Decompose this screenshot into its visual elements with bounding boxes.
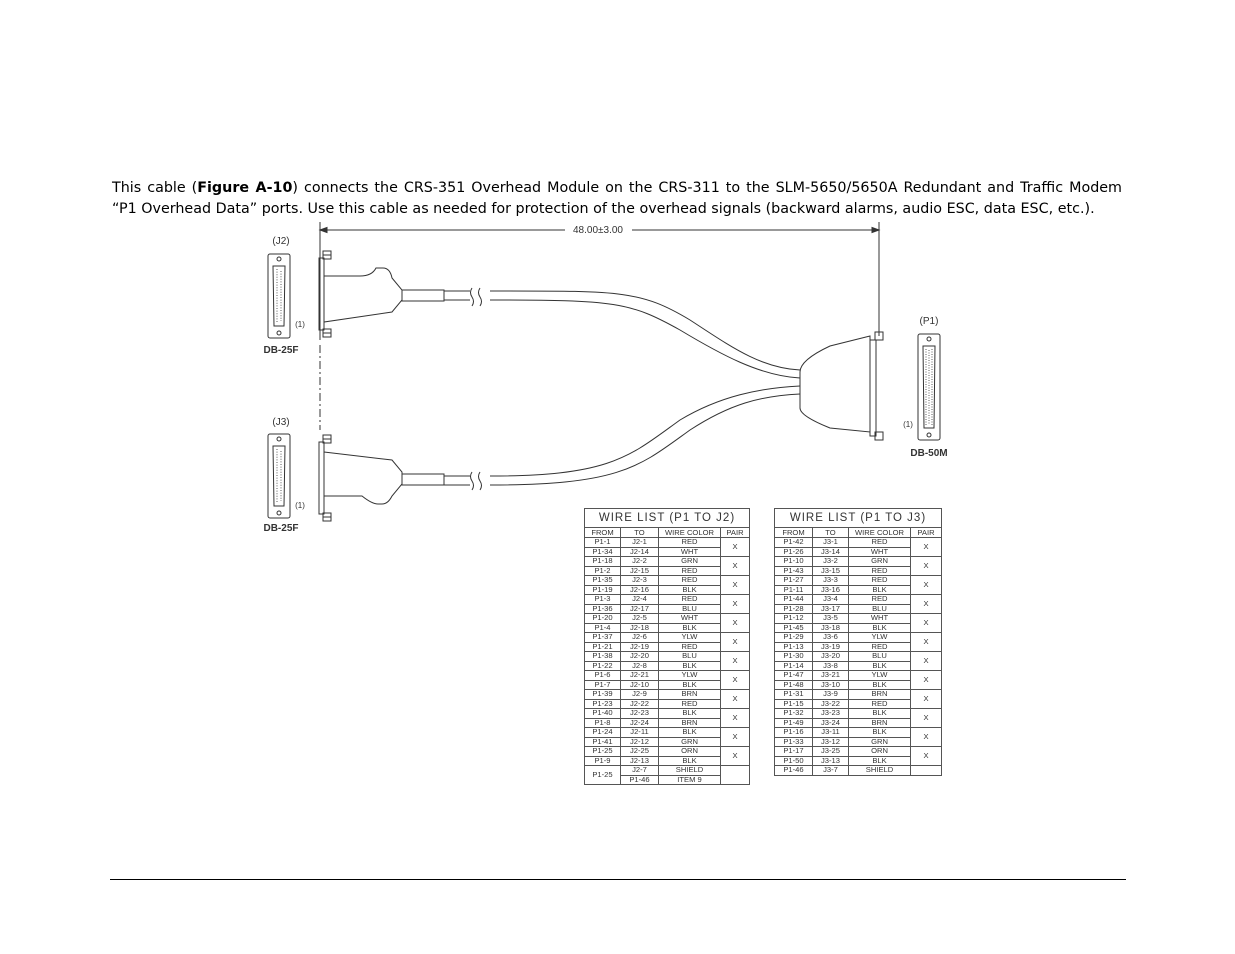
table-row bbox=[585, 614, 750, 624]
pair-cell: X bbox=[721, 595, 750, 614]
pair-cell: X bbox=[911, 690, 942, 709]
cable-j2-leg bbox=[444, 288, 800, 378]
pair-cell: X bbox=[911, 538, 942, 557]
to-cell: J3-18 bbox=[813, 623, 849, 633]
to-cell: J3-24 bbox=[813, 718, 849, 728]
to-cell: J2-6 bbox=[621, 633, 659, 643]
pair-cell: X bbox=[911, 633, 942, 652]
to-cell: J3-14 bbox=[813, 547, 849, 557]
table-row bbox=[775, 557, 942, 567]
header-wire-color: WIRE COLOR bbox=[849, 528, 911, 538]
to-cell: J3-12 bbox=[813, 737, 849, 747]
from-cell: P1-27 bbox=[775, 576, 813, 586]
to-cell: J3-19 bbox=[813, 642, 849, 652]
wire-color-cell: ORN bbox=[849, 747, 911, 757]
from-cell: P1-2 bbox=[585, 566, 621, 576]
from-cell: P1-14 bbox=[775, 661, 813, 671]
header-to: TO bbox=[621, 528, 659, 538]
to-cell: J2-4 bbox=[621, 595, 659, 605]
from-cell: P1-23 bbox=[585, 699, 621, 709]
to-cell: J2-2 bbox=[621, 557, 659, 567]
table-row bbox=[775, 671, 942, 681]
wire-color-cell: WHT bbox=[849, 614, 911, 624]
pair-cell: X bbox=[911, 709, 942, 728]
pair-cell: X bbox=[721, 652, 750, 671]
to-cell: J2-10 bbox=[621, 680, 659, 690]
wire-color-cell: SHIELD bbox=[659, 766, 721, 776]
to-cell: J2-23 bbox=[621, 709, 659, 719]
to-cell: J2-20 bbox=[621, 652, 659, 662]
j2-backshell bbox=[319, 251, 444, 337]
table-row bbox=[585, 709, 750, 719]
figure-reference: Figure A-10 bbox=[197, 180, 293, 197]
wire-color-cell: BLK bbox=[849, 680, 911, 690]
wire-list-j2-title: WIRE LIST (P1 TO J2) bbox=[585, 509, 750, 528]
from-cell: P1-49 bbox=[775, 718, 813, 728]
header-wire-color: WIRE COLOR bbox=[659, 528, 721, 538]
to-cell: J2-7 bbox=[621, 766, 659, 776]
table-row bbox=[775, 633, 942, 643]
from-cell: P1-32 bbox=[775, 709, 813, 719]
wire-color-cell: BLK bbox=[659, 709, 721, 719]
from-cell: P1-12 bbox=[775, 614, 813, 624]
wire-color-cell: BLK bbox=[849, 585, 911, 595]
wire-color-cell: BLK bbox=[659, 728, 721, 738]
pair-cell: X bbox=[721, 614, 750, 633]
table-row bbox=[585, 671, 750, 681]
from-cell: P1-34 bbox=[585, 547, 621, 557]
wire-color-cell: BLK bbox=[849, 709, 911, 719]
wire-color-cell: ITEM 9 bbox=[659, 775, 721, 785]
wire-color-cell: BLK bbox=[659, 623, 721, 633]
cable-j3-leg bbox=[444, 386, 800, 490]
j3-type-label: DB-25F bbox=[263, 523, 299, 534]
j3-face-connector bbox=[268, 434, 290, 518]
to-cell: J3-7 bbox=[813, 766, 849, 776]
wire-color-cell: BLK bbox=[849, 623, 911, 633]
table-row bbox=[585, 633, 750, 643]
wire-color-cell: BRN bbox=[849, 690, 911, 700]
wire-list-p1-to-j2 bbox=[584, 508, 750, 785]
wire-color-cell: YLW bbox=[849, 671, 911, 681]
j3-pin-label: (1) bbox=[295, 501, 305, 510]
to-cell: J3-4 bbox=[813, 595, 849, 605]
intro-text-post: ) connects the CRS-351 Overhead Module on the CRS-311 to the SLM-5650/5650A Redundant and Traffic Modem “P1 Overhead Data” ports. Use this cable as needed for protection of the overhead signals (backward alarms, audio ESC, data ESC, etc.). bbox=[112, 180, 1122, 218]
pair-cell: X bbox=[911, 747, 942, 766]
to-cell: J3-2 bbox=[813, 557, 849, 567]
p1-type-label: DB-50M bbox=[910, 448, 948, 459]
to-cell: J2-22 bbox=[621, 699, 659, 709]
to-cell: J3-16 bbox=[813, 585, 849, 595]
wire-color-cell: BLK bbox=[659, 661, 721, 671]
from-cell: P1-21 bbox=[585, 642, 621, 652]
to-cell: J2-12 bbox=[621, 737, 659, 747]
pair-cell: X bbox=[721, 690, 750, 709]
from-cell: P1-6 bbox=[585, 671, 621, 681]
intro-text-pre: This cable ( bbox=[112, 180, 198, 197]
pair-cell: X bbox=[721, 633, 750, 652]
table-row bbox=[775, 728, 942, 738]
pair-cell: X bbox=[721, 538, 750, 557]
wire-color-cell: YLW bbox=[659, 633, 721, 643]
header-to: TO bbox=[813, 528, 849, 538]
pair-cell: X bbox=[911, 652, 942, 671]
footer-divider bbox=[110, 879, 1126, 880]
j2-pin-label: (1) bbox=[295, 320, 305, 329]
table-row bbox=[585, 538, 750, 548]
wire-color-cell: WHT bbox=[849, 547, 911, 557]
from-cell: P1-30 bbox=[775, 652, 813, 662]
wire-color-cell: BLK bbox=[849, 661, 911, 671]
pair-cell: X bbox=[911, 576, 942, 595]
to-cell: J2-25 bbox=[621, 747, 659, 757]
p1-backshell bbox=[800, 332, 883, 440]
to-cell: J3-9 bbox=[813, 690, 849, 700]
from-cell: P1-3 bbox=[585, 595, 621, 605]
j2-ref-label: (J2) bbox=[272, 236, 290, 247]
wire-color-cell: WHT bbox=[659, 547, 721, 557]
from-cell: P1-45 bbox=[775, 623, 813, 633]
wire-color-cell: BLK bbox=[659, 756, 721, 766]
from-cell: P1-17 bbox=[775, 747, 813, 757]
from-cell: P1-19 bbox=[585, 585, 621, 595]
header-from: FROM bbox=[585, 528, 621, 538]
to-cell: J2-5 bbox=[621, 614, 659, 624]
wire-color-cell: GRN bbox=[659, 737, 721, 747]
wire-color-cell: RED bbox=[849, 642, 911, 652]
table-row bbox=[585, 576, 750, 586]
to-cell: J3-1 bbox=[813, 538, 849, 548]
table-row bbox=[775, 690, 942, 700]
to-cell: J3-11 bbox=[813, 728, 849, 738]
pair-cell: X bbox=[911, 671, 942, 690]
from-cell: P1-31 bbox=[775, 690, 813, 700]
from-cell: P1-24 bbox=[585, 728, 621, 738]
to-cell: J2-24 bbox=[621, 718, 659, 728]
table-row bbox=[775, 766, 942, 776]
pair-cell: X bbox=[911, 557, 942, 576]
from-cell: P1-28 bbox=[775, 604, 813, 614]
table-row bbox=[775, 709, 942, 719]
wire-color-cell: BRN bbox=[849, 718, 911, 728]
from-cell: P1-20 bbox=[585, 614, 621, 624]
to-cell: J2-15 bbox=[621, 566, 659, 576]
dimension-arrow-right bbox=[872, 228, 879, 233]
wire-color-cell: BLK bbox=[849, 728, 911, 738]
wire-color-cell: BLK bbox=[849, 756, 911, 766]
table-row bbox=[585, 747, 750, 757]
to-cell: J3-13 bbox=[813, 756, 849, 766]
from-cell: P1-43 bbox=[775, 566, 813, 576]
from-cell: P1-13 bbox=[775, 642, 813, 652]
table-row bbox=[585, 557, 750, 567]
wire-color-cell: RED bbox=[659, 566, 721, 576]
from-cell: P1-11 bbox=[775, 585, 813, 595]
pair-cell: X bbox=[721, 671, 750, 690]
to-cell: J3-22 bbox=[813, 699, 849, 709]
to-cell: J3-23 bbox=[813, 709, 849, 719]
wire-color-cell: RED bbox=[659, 538, 721, 548]
to-cell: J3-5 bbox=[813, 614, 849, 624]
pair-cell: X bbox=[721, 747, 750, 766]
to-cell: J2-17 bbox=[621, 604, 659, 614]
wire-color-cell: RED bbox=[849, 595, 911, 605]
wire-color-cell: YLW bbox=[849, 633, 911, 643]
pair-cell: X bbox=[911, 595, 942, 614]
from-cell: P1-18 bbox=[585, 557, 621, 567]
to-cell: J3-20 bbox=[813, 652, 849, 662]
to-cell: J3-15 bbox=[813, 566, 849, 576]
from-cell: P1-39 bbox=[585, 690, 621, 700]
table-row bbox=[585, 595, 750, 605]
pair-cell: X bbox=[911, 728, 942, 747]
from-cell: P1-25 bbox=[585, 747, 621, 757]
table-row bbox=[775, 747, 942, 757]
to-cell: J2-1 bbox=[621, 538, 659, 548]
table-row bbox=[585, 766, 750, 776]
to-cell: J3-8 bbox=[813, 661, 849, 671]
from-cell: P1-44 bbox=[775, 595, 813, 605]
p1-ref-label: (P1) bbox=[919, 316, 939, 327]
from-cell: P1-26 bbox=[775, 547, 813, 557]
wire-color-cell: BLU bbox=[849, 604, 911, 614]
table-row bbox=[775, 595, 942, 605]
wire-color-cell: WHT bbox=[659, 614, 721, 624]
dimension-arrow-left bbox=[320, 228, 327, 233]
wire-color-cell: RED bbox=[849, 538, 911, 548]
to-cell: J2-18 bbox=[621, 623, 659, 633]
wire-color-cell: GRN bbox=[849, 737, 911, 747]
wire-color-cell: BLU bbox=[659, 652, 721, 662]
wire-color-cell: GRN bbox=[659, 557, 721, 567]
from-cell: P1-16 bbox=[775, 728, 813, 738]
from-cell: P1-46 bbox=[775, 766, 813, 776]
from-cell: P1-48 bbox=[775, 680, 813, 690]
header-from: FROM bbox=[775, 528, 813, 538]
from-cell: P1-29 bbox=[775, 633, 813, 643]
header-pair: PAIR bbox=[721, 528, 750, 538]
wire-color-cell: ORN bbox=[659, 747, 721, 757]
from-cell: P1-37 bbox=[585, 633, 621, 643]
header-pair: PAIR bbox=[911, 528, 942, 538]
to-cell: J3-25 bbox=[813, 747, 849, 757]
from-cell: P1-22 bbox=[585, 661, 621, 671]
wire-color-cell: RED bbox=[849, 699, 911, 709]
from-cell: P1-41 bbox=[585, 737, 621, 747]
to-cell: J2-11 bbox=[621, 728, 659, 738]
to-cell: J2-13 bbox=[621, 756, 659, 766]
j2-face-connector bbox=[268, 254, 290, 338]
to-cell: J3-17 bbox=[813, 604, 849, 614]
from-cell: P1-38 bbox=[585, 652, 621, 662]
wire-color-cell: RED bbox=[659, 642, 721, 652]
to-cell: J2-9 bbox=[621, 690, 659, 700]
wire-color-cell: GRN bbox=[849, 557, 911, 567]
table-row bbox=[775, 652, 942, 662]
dimension-label: 48.00±3.00 bbox=[573, 225, 623, 236]
wire-color-cell: RED bbox=[849, 576, 911, 586]
wire-color-cell: BRN bbox=[659, 690, 721, 700]
to-cell: J2-16 bbox=[621, 585, 659, 595]
pair-cell: X bbox=[721, 728, 750, 747]
pair-cell: X bbox=[911, 614, 942, 633]
wire-color-cell: BLK bbox=[659, 680, 721, 690]
to-cell: J3-3 bbox=[813, 576, 849, 586]
wire-color-cell: RED bbox=[659, 595, 721, 605]
to-cell: J3-6 bbox=[813, 633, 849, 643]
from-cell: P1-8 bbox=[585, 718, 621, 728]
wire-list-j3-title: WIRE LIST (P1 TO J3) bbox=[775, 509, 942, 528]
from-cell: P1-50 bbox=[775, 756, 813, 766]
to-cell: J2-8 bbox=[621, 661, 659, 671]
from-cell: P1-42 bbox=[775, 538, 813, 548]
from-cell: P1-35 bbox=[585, 576, 621, 586]
from-cell: P1-9 bbox=[585, 756, 621, 766]
pair-cell bbox=[911, 766, 942, 776]
wire-list-p1-to-j3 bbox=[774, 508, 942, 776]
table-row bbox=[585, 690, 750, 700]
p1-pin-label: (1) bbox=[903, 420, 913, 429]
wire-color-cell: RED bbox=[659, 576, 721, 586]
wire-color-cell: YLW bbox=[659, 671, 721, 681]
to-cell: J2-21 bbox=[621, 671, 659, 681]
from-cell: P1-33 bbox=[775, 737, 813, 747]
pair-cell: X bbox=[721, 709, 750, 728]
from-cell: P1-15 bbox=[775, 699, 813, 709]
pair-cell: X bbox=[721, 557, 750, 576]
p1-face-connector bbox=[918, 334, 940, 440]
table-row bbox=[585, 728, 750, 738]
wire-color-cell: RED bbox=[659, 699, 721, 709]
from-cell: P1-7 bbox=[585, 680, 621, 690]
to-cell: J3-21 bbox=[813, 671, 849, 681]
from-cell: P1-1 bbox=[585, 538, 621, 548]
pair-cell: X bbox=[721, 576, 750, 595]
wire-color-cell: BLU bbox=[659, 604, 721, 614]
table-row bbox=[775, 614, 942, 624]
j2-type-label: DB-25F bbox=[263, 345, 299, 356]
wire-color-cell: RED bbox=[849, 566, 911, 576]
table-row bbox=[775, 576, 942, 586]
wire-color-cell: BRN bbox=[659, 718, 721, 728]
to-cell: J2-19 bbox=[621, 642, 659, 652]
wire-color-cell: SHIELD bbox=[849, 766, 911, 776]
to-cell: J2-14 bbox=[621, 547, 659, 557]
from-cell: P1-40 bbox=[585, 709, 621, 719]
from-cell: P1-25 bbox=[585, 766, 621, 785]
table-row bbox=[775, 538, 942, 548]
from-cell: P1-10 bbox=[775, 557, 813, 567]
table-row bbox=[585, 652, 750, 662]
from-cell: P1-4 bbox=[585, 623, 621, 633]
j3-backshell bbox=[319, 435, 444, 521]
pair-cell bbox=[721, 766, 750, 785]
wire-color-cell: BLU bbox=[849, 652, 911, 662]
from-cell: P1-47 bbox=[775, 671, 813, 681]
to-cell: J3-10 bbox=[813, 680, 849, 690]
from-cell: P1-36 bbox=[585, 604, 621, 614]
to-cell: P1-46 bbox=[621, 775, 659, 785]
to-cell: J2-3 bbox=[621, 576, 659, 586]
wire-color-cell: BLK bbox=[659, 585, 721, 595]
j3-ref-label: (J3) bbox=[272, 417, 290, 428]
